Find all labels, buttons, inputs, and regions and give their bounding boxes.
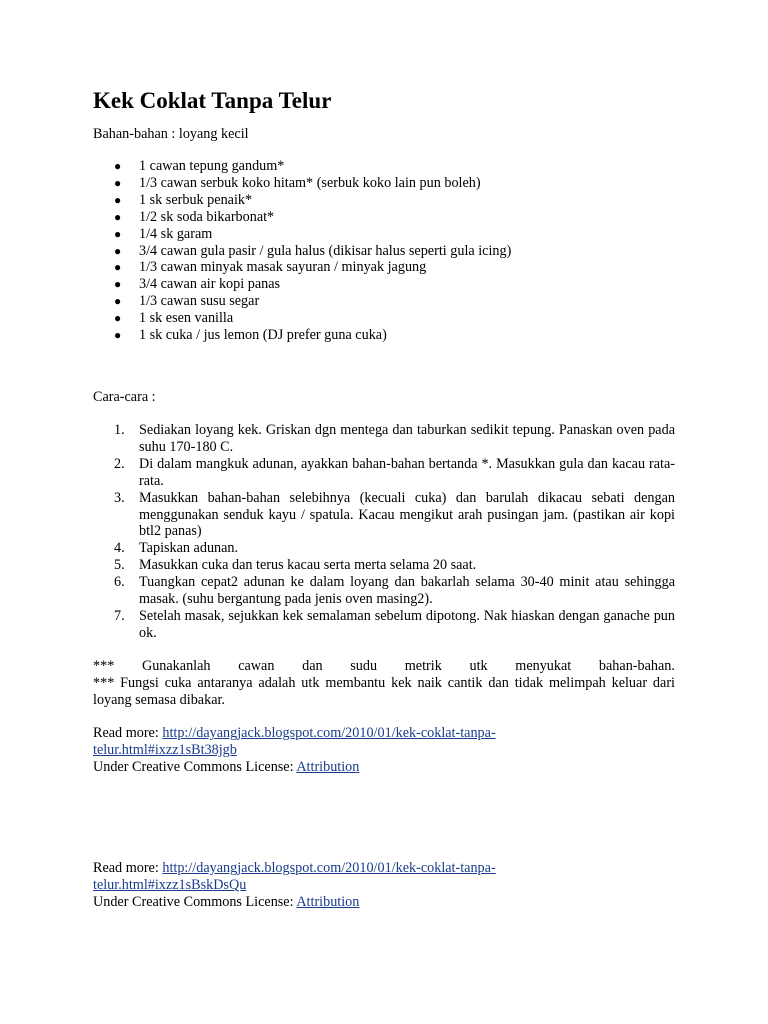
step-item [93, 557, 675, 574]
step-number: 7. [114, 607, 125, 624]
read-more-block [93, 725, 675, 776]
list-item: ● 1 sk serbuk penaik* [114, 191, 253, 208]
ingredients-heading: Bahan-bahan : loyang kecil [93, 126, 249, 142]
license-line [93, 894, 675, 911]
bullet-icon: ● [114, 192, 122, 207]
bullet-icon: ● [114, 209, 122, 224]
step-number: 2. [114, 455, 125, 472]
step-text: Tapiskan adunan. [139, 540, 239, 557]
license-link[interactable]: Attribution [296, 759, 360, 776]
step-item [93, 574, 675, 608]
license-link[interactable]: Attribution [296, 894, 360, 910]
bullet-icon: ● [114, 294, 122, 309]
method-steps-list [93, 422, 675, 642]
read-more-link[interactable]: http://dayangjack.blogspot.com/2010/01/kek-coklat-tanpa- telur.html#ixzz1sBt38jgb [93, 725, 496, 759]
list-item: ● 1 sk cuka / jus lemon (DJ prefer guna cuka) [114, 327, 387, 344]
step-text: Tuangkan cepat2 adunan ke dalam loyang dan bakarlah selama 30-40 minit atau sehingga masak. (suhu bergantung pada jenis oven masing2). [139, 574, 675, 608]
step-number: 1. [114, 421, 125, 438]
spacer [93, 776, 675, 843]
step-number: 6. [114, 574, 125, 591]
step-item [93, 490, 675, 541]
list-item: ● 3/4 cawan air kopi panas [114, 276, 281, 293]
bullet-icon: ● [114, 260, 122, 275]
step-number: 4. [114, 540, 125, 557]
step-text: Setelah masak, sejukkan kek semalaman sebelum dipotong. Nak hiaskan dengan ganache pun ok. [139, 607, 675, 641]
step-number: 3. [114, 489, 125, 506]
method-heading: Cara-cara : [93, 388, 156, 405]
list-item: ● 1/4 sk garam [114, 225, 213, 242]
read-more-label: Read more: [93, 860, 163, 877]
step-text: Masukkan bahan-bahan selebihnya (kecuali cuka) dan barulah dikacau sebati dengan menggunakan senduk kayu / spatula. Kacau mengikut arah pusingan jam. (pastikan air kopi btl2 panas) [139, 489, 675, 540]
note-metric: *** Gunakanlah cawan dan sudu metrik utk menyukat bahan-bahan. [93, 657, 675, 674]
list-item: ● 1/3 cawan minyak masak sayuran / minyak jagung [114, 259, 427, 276]
bullet-icon: ● [114, 159, 122, 173]
step-number: 5. [114, 557, 125, 574]
step-item [93, 540, 675, 557]
bullet-icon: ● [114, 175, 122, 190]
list-item: ● 1/3 cawan serbuk koko hitam* (serbuk koko lain pun boleh) [114, 174, 481, 191]
bullet-icon: ● [114, 277, 122, 292]
list-item: ● 1 cawan tepung gandum* [114, 158, 285, 174]
step-text: Di dalam mangkuk adunan, ayakkan bahan-bahan bertanda *. Masukkan gula dan kacau rata-rata. [139, 455, 675, 489]
list-item: ● 1 sk esen vanilla [114, 310, 234, 327]
list-item: ● 3/4 cawan gula pasir / gula halus (dikisar halus seperti gula icing) [114, 242, 512, 259]
document-page [93, 86, 675, 911]
bullet-icon: ● [114, 243, 122, 258]
step-item [93, 456, 675, 490]
license-label: Under Creative Commons License: [93, 894, 297, 910]
note-vinegar: *** Fungsi cuka antaranya adalah utk membantu kek naik cantik dan tidak melimpah keluar dari loyang semasa dibakar. [93, 674, 675, 708]
read-more-block [93, 860, 675, 911]
page-title: Kek Coklat Tanpa Telur [93, 88, 332, 113]
step-text: Masukkan cuka dan terus kacau serta merta selama 20 saat. [139, 557, 477, 574]
list-item: ● 1/3 cawan susu segar [114, 293, 260, 310]
spacer [93, 344, 675, 389]
read-more-line [93, 860, 675, 894]
bullet-icon: ● [114, 311, 122, 326]
read-more-link[interactable]: http://dayangjack.blogspot.com/2010/01/kek-coklat-tanpa- telur.html#ixzz1sBskDsQu [93, 860, 496, 894]
bullet-icon: ● [114, 328, 122, 343]
notes-block [93, 658, 675, 709]
read-more-line [93, 725, 675, 759]
step-item [93, 608, 675, 642]
license-label: Under Creative Commons License: [93, 759, 297, 776]
step-text: Sediakan loyang kek. Griskan dgn mentega dan taburkan sedikit tepung. Panaskan oven pada suhu 170-180 C. [139, 421, 675, 455]
bullet-icon: ● [114, 226, 122, 241]
step-item [93, 422, 675, 456]
read-more-label: Read more: [93, 725, 163, 742]
license-line [93, 759, 675, 776]
ingredients-list [93, 158, 675, 344]
list-item: ● 1/2 sk soda bikarbonat* [114, 208, 275, 225]
